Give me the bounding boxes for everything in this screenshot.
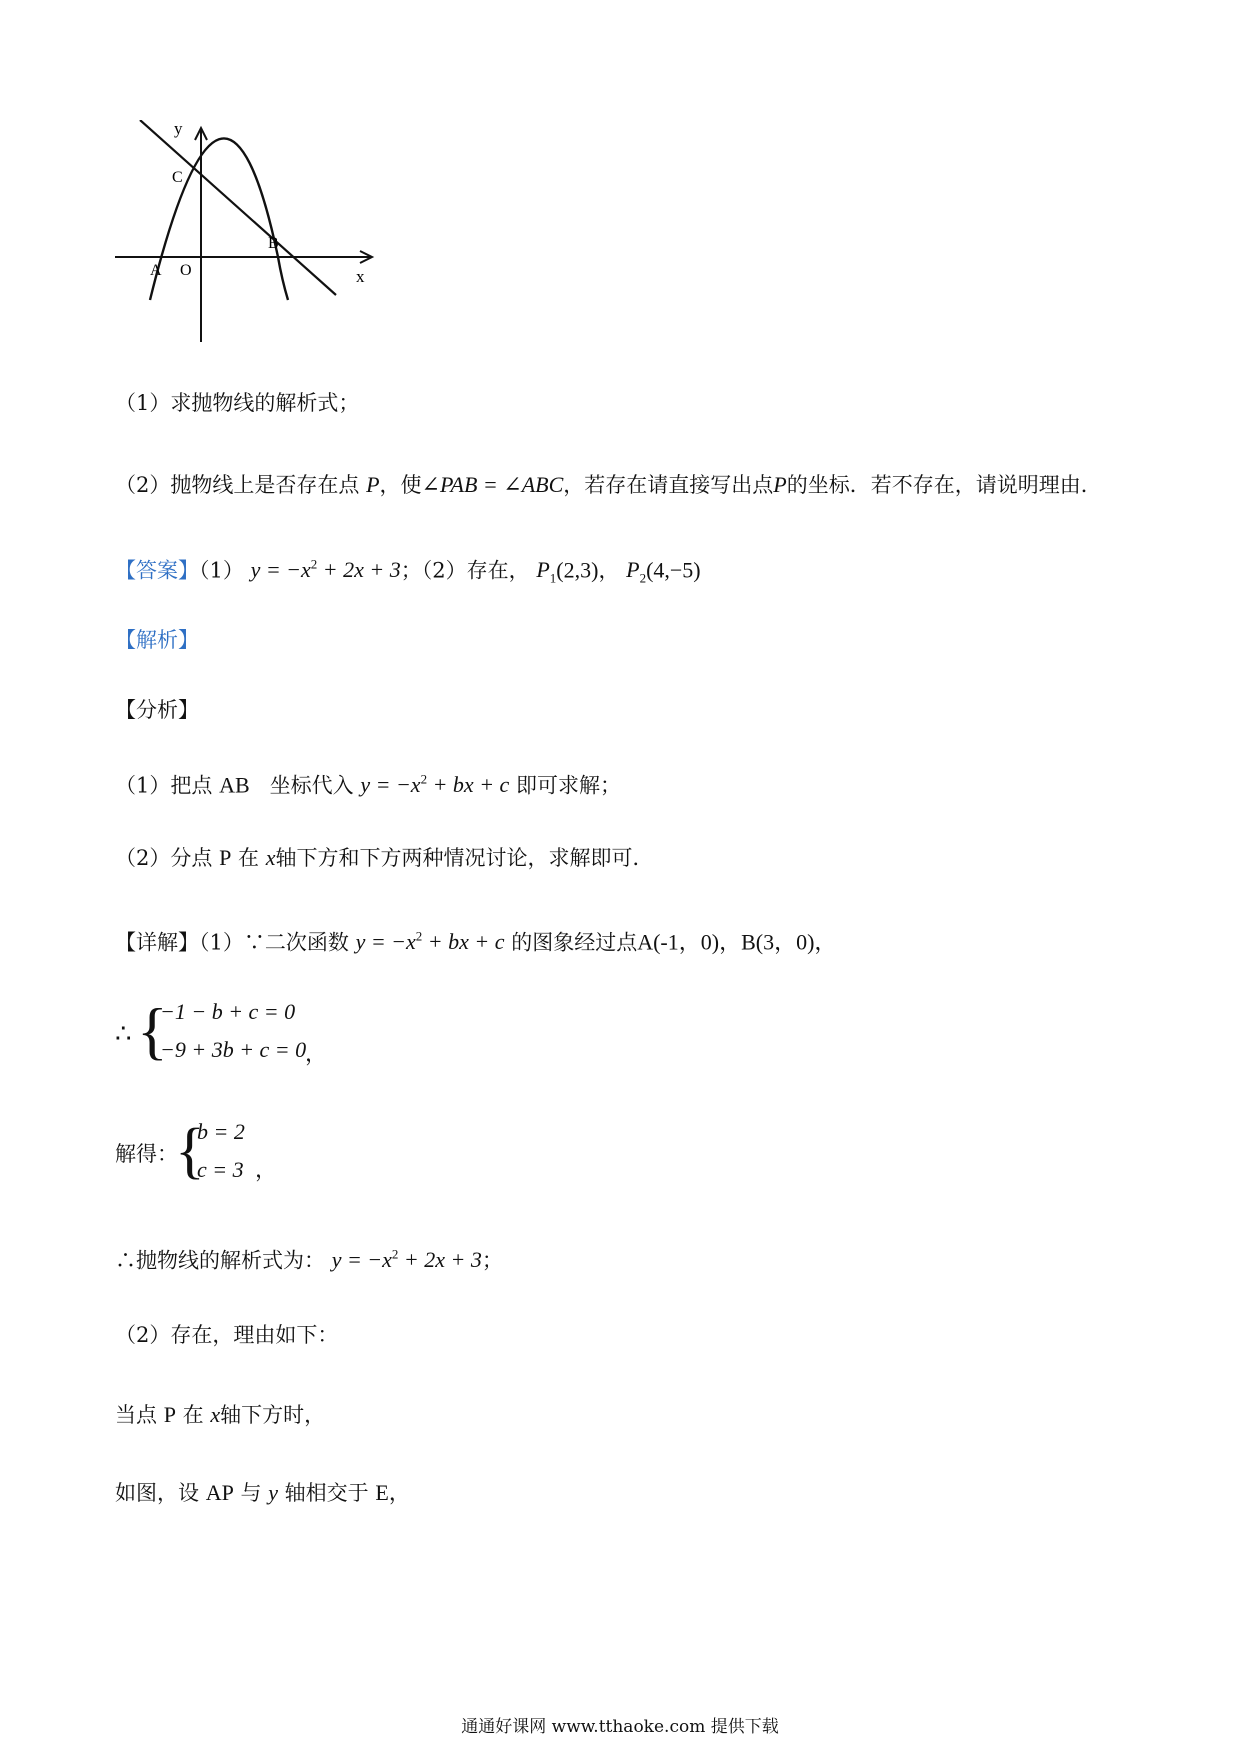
conclude-eq-b: + 2x + 3 (398, 1247, 482, 1273)
detail-tag: 【详解】 (115, 930, 199, 955)
label-y: y (174, 120, 183, 138)
answer-p2 (626, 557, 647, 586)
q2-number: （2） (115, 473, 171, 497)
parabola-figure (110, 120, 380, 350)
p2c-e: E， (375, 1480, 411, 1505)
answer-num-1: （1） (199, 558, 244, 583)
f1-equation (360, 772, 509, 797)
detail-line (115, 922, 836, 957)
q1-number: （1） (115, 391, 171, 415)
f1-eq-sup: 2 (420, 772, 428, 787)
label-o: O (180, 262, 192, 279)
question-2 (115, 470, 1102, 500)
f2-x: x (265, 845, 276, 870)
f1-text-3: 即可求解； (516, 773, 621, 798)
answer-eq-a: y = −x (250, 557, 311, 583)
answer-sep: ， (598, 558, 620, 583)
f2-text-1: 分点 (170, 846, 213, 870)
f1-eq-b: + bx + c (427, 772, 510, 798)
analysis-2 (115, 843, 653, 873)
detail-text-1: （1）∵二次函数 (199, 930, 349, 955)
q2-point-p: P (366, 472, 380, 497)
detail-equation (356, 929, 505, 954)
p2b-text-3: 轴下方时， (220, 1403, 326, 1427)
part2-below-axis (115, 1400, 325, 1430)
label-c: C (172, 169, 183, 186)
answer-p1 (536, 557, 557, 586)
system2-eq1: b = 2 (197, 1119, 245, 1144)
system1-brace: { (137, 995, 168, 1066)
q2-text-1: 抛物线上是否存在点 (170, 473, 360, 497)
answer-part-2: ；（2）存在， (400, 558, 530, 583)
answer-line (115, 550, 701, 594)
conclude-text-1: ∴抛物线的解析式为： (115, 1248, 325, 1273)
q1-text: 求抛物线的解析式； (170, 391, 360, 415)
q2-text-3: ，若存在请直接写出点 (563, 473, 774, 497)
f1-number: （1） (115, 773, 171, 798)
part2-intro: （2）存在，理由如下： (115, 1323, 339, 1347)
system1-lead: ∴ (115, 1019, 132, 1049)
detail-eq-b: + bx + c (422, 929, 505, 955)
equation-system-2 (115, 1115, 415, 1195)
answer-eq-sup: 2 (310, 557, 318, 572)
q2-condition: ∠PAB = ∠ABC (421, 472, 564, 497)
q2-text-2: ，使 (379, 473, 422, 497)
page-footer: 通通好课网 www.tthaoke.com 提供下载 (461, 1717, 779, 1737)
answer-p1-coords: (2,3) (556, 557, 599, 583)
parabola-curve-left (150, 180, 201, 300)
q2-text-4: 的坐标．若不存在，请说明理由． (786, 473, 1102, 497)
answer-equation (251, 557, 401, 582)
f2-number: （2） (115, 846, 171, 870)
conclude-text-2: ； (481, 1248, 503, 1273)
system2-brace: { (175, 1117, 205, 1185)
system2-tail: ， (255, 1157, 278, 1182)
p2c-text-2: 与 (240, 1481, 262, 1505)
system2-eq2: c = 3 (197, 1157, 244, 1182)
p2c-ap: AP (205, 1480, 234, 1505)
part2-figure-note (115, 1478, 411, 1508)
detail-eq-sup: 2 (415, 929, 423, 944)
q2-point-p-2: P (773, 472, 787, 497)
system2-lead: 解得： (115, 1142, 178, 1166)
conclude-eq-a: y = −x (331, 1247, 392, 1273)
p2c-text-3: 轴相交于 (284, 1481, 369, 1505)
answer-p2-coords: (4,−5) (646, 557, 701, 583)
p2b-text-2: 在 (182, 1403, 204, 1427)
parabola-curve (150, 138, 288, 300)
detail-text-2: 的图象经过点 (511, 930, 638, 955)
conclusion-line (115, 1240, 503, 1275)
f2-text-2: 在 (238, 846, 259, 870)
fenxi-tag: 【分析】 (115, 698, 199, 722)
equation-system-1 (115, 995, 415, 1075)
p2c-text-1: 如图，设 (115, 1481, 199, 1505)
label-b: B (268, 235, 279, 252)
answer-p1-sub: 1 (549, 570, 557, 586)
detail-points: A(-1，0)，B(3，0)， (637, 929, 837, 955)
p2b-x: x (210, 1402, 221, 1427)
answer-tag: 【答案】 (115, 558, 199, 583)
detail-eq-a: y = −x (355, 929, 416, 955)
f1-ab: AB (219, 772, 250, 798)
answer-p2-sub: 2 (639, 570, 647, 586)
label-x: x (356, 267, 365, 286)
f1-text-1: 把点 (170, 773, 213, 798)
label-a: A (150, 262, 162, 279)
p2c-y: y (268, 1480, 278, 1505)
system1-eq1: −1 − b + c = 0 (160, 999, 296, 1024)
answer-eq-b: + 2x + 3 (317, 557, 401, 583)
answer-p2-label: P (626, 557, 640, 583)
f1-text-2: 坐标代入 (269, 773, 354, 798)
system1-tail: ， (305, 1041, 328, 1066)
p2b-text-1: 当点 (115, 1403, 157, 1427)
jiexi-tag: 【解析】 (115, 628, 199, 652)
question-1 (115, 388, 359, 418)
p2b-p: P (163, 1402, 176, 1427)
system1-eq2: −9 + 3b + c = 0 (160, 1037, 307, 1062)
conclude-eq-sup: 2 (391, 1247, 399, 1262)
answer-p1-label: P (536, 557, 550, 583)
f1-eq-a: y = −x (360, 772, 421, 798)
analysis-1 (115, 765, 621, 800)
f2-p: P (219, 845, 232, 870)
f2-text-3: 轴下方和下方两种情况讨论，求解即可． (275, 846, 654, 870)
conclude-equation (332, 1247, 482, 1272)
